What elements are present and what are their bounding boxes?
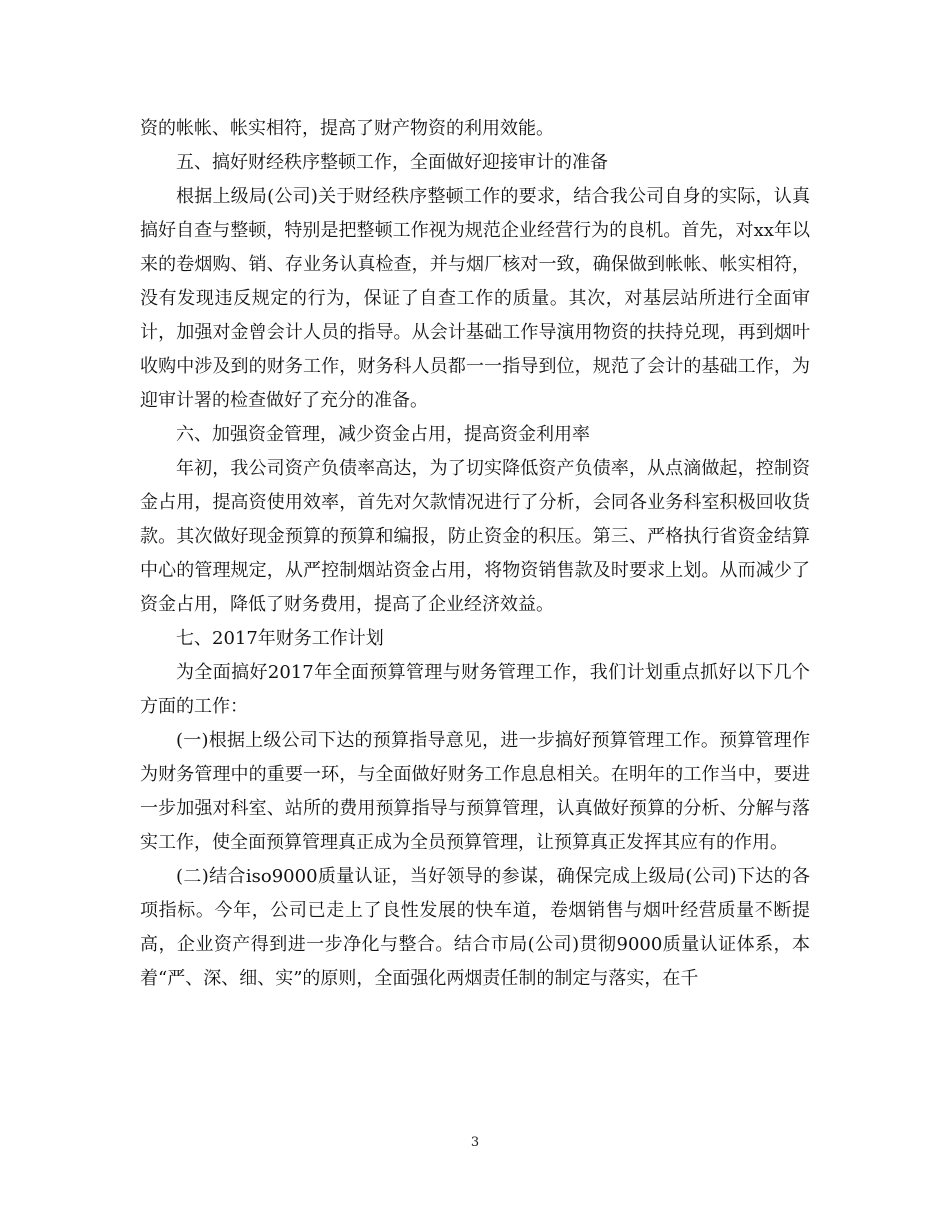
page-number: 3 [470,1135,480,1150]
section-heading-7: 七、2017年财务工作计划 [176,628,384,649]
paragraph-audit-prep: 根据上级局(公司)关于财经秩序整顿工作的要求，结合我公司自身的实际，认真搞好自查与整顿，特别是把整顿工作视为规范企业经营行为的良机。首先，对xx年以来的卷烟购、销、存业务认真检查，并与烟厂核对一致，确保做到帐帐、帐实相符，没有发现违反规定的行为，保证了自查工作的质量。其次，对基层站所进行全面审计，加强对金曾会计人员的指导。从会计基础工作导演用物资的扶持兑现，再到烟叶收购中涉及到的财务工作，财务科人员都一一指导到位，规范了会计的基础工作，为迎审计署的检查做好了充分的准备。 [140,186,810,411]
paragraph-fund-management: 年初，我公司资产负债率高达，为了切实降低资产负债率，从点滴做起，控制资金占用，提高资使用效率，首先对欠款情况进行了分析，会同各业务科室积极回收货款。其次做好现金预算的预算和编报，防止资金的积压。第三、严格执行省资金结算中心的管理规定，从严控制烟站资金占用，将物资销售款及时要求上划。从而减少了资金占用，降低了财务费用，提高了企业经济效益。 [140,458,810,615]
document-body [140,112,810,996]
paragraph-plan-item-1: (一)根据上级公司下达的预算指导意见，进一步搞好预算管理工作。预算管理作为财务管理中的重要一环，与全面做好财务工作息息相关。在明年的工作当中，要进一步加强对科室、站所的费用预算指导与预算管理，认真做好预算的分析、分解与落实工作，使全面预算管理真正成为全员预算管理，让预算真正发挥其应有的作用。 [140,730,810,853]
paragraph-plan-item-2: (二)结合iso9000质量认证，当好领导的参谋，确保完成上级局(公司)下达的各项指标。今年，公司已走上了良性发展的快车道，卷烟销售与烟叶经营质量不断提高，企业资产得到进一步净化与整合。结合市局(公司)贯彻9000质量认证体系，本着“严、深、细、实”的原则，全面强化两烟责任制的制定与落实，在千 [140,866,810,989]
section-heading-6: 六、加强资金管理，减少资金占用，提高资金利用率 [176,424,590,445]
section-heading-5: 五、搞好财经秩序整顿工作，全面做好迎接审计的准备 [176,152,608,173]
paragraph-plan-intro: 为全面搞好2017年全面预算管理与财务管理工作，我们计划重点抓好以下几个方面的工作： [140,662,810,717]
paragraph-continuation: 资的帐帐、帐实相符，提高了财产物资的利用效能。 [140,118,554,139]
